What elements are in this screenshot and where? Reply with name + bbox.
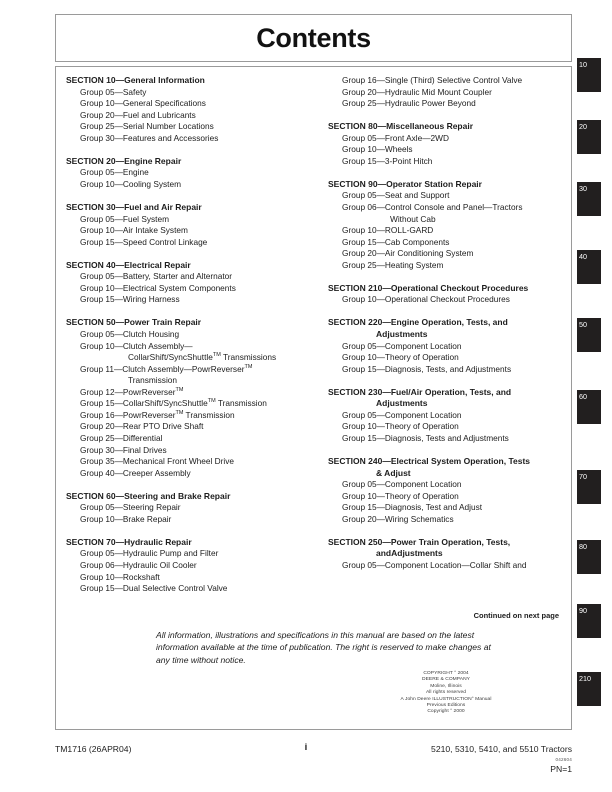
copyright-line: Copyright ° 2000 (427, 709, 465, 715)
toc-section-heading[interactable]: SECTION 60—Steering and Brake Repair (66, 490, 231, 501)
copyright-line: DEERE & COMPANY (422, 677, 470, 683)
footer-page-label: i (304, 742, 308, 753)
toc-left-column (66, 75, 306, 595)
toc-right-column (328, 75, 568, 572)
toc-group-item[interactable]: Group 05—Component Location (342, 340, 462, 351)
toc-group-item[interactable]: Group 15—Diagnosis, Tests and Adjustments (342, 432, 509, 443)
section-tab-10[interactable]: 10 (577, 58, 601, 92)
contents-body-box (55, 66, 572, 730)
toc-group-item[interactable]: Group 15—Cab Components (342, 236, 450, 247)
toc-group-item[interactable]: Group 05—Component Location—Collar Shift and (342, 559, 527, 570)
toc-group-item[interactable]: Group 10—General Specifications (80, 98, 206, 109)
toc-group-item[interactable]: Group 15—3-Point Hitch (342, 155, 433, 166)
toc-group-item[interactable]: Group 05—Engine (80, 167, 149, 178)
toc-group-item[interactable]: Group 10—Rockshaft (80, 571, 160, 582)
footer-date-code: 042604 (555, 757, 572, 762)
toc-spacer (328, 167, 568, 179)
toc-group-item[interactable]: Group 16—Single (Third) Selective Control Valve (342, 75, 523, 85)
footer-model-list: 5210, 5310, 5410, and 5510 Tractors (431, 744, 572, 754)
toc-group-item[interactable]: Group 05—Fuel System (80, 213, 169, 224)
toc-spacer (328, 110, 568, 122)
toc-section-heading[interactable]: SECTION 20—Engine Repair (66, 155, 182, 166)
toc-group-item[interactable]: Group 05—Steering Repair (80, 502, 181, 513)
section-tab-60[interactable]: 60 (577, 390, 601, 424)
toc-spacer (328, 375, 568, 387)
toc-section-heading[interactable]: SECTION 50—Power Train Repair (66, 317, 202, 328)
toc-group-item[interactable]: Group 10—Cooling System (80, 178, 181, 189)
toc-group-item[interactable]: Group 10—ROLL-GARD (342, 225, 434, 236)
toc-group-item[interactable]: Group 10—Theory of Operation (342, 490, 459, 501)
toc-section-heading[interactable]: SECTION 240—Electrical System Operation, Tests (328, 456, 531, 467)
toc-section-heading[interactable]: SECTION 210—Operational Checkout Procedures (328, 282, 529, 293)
copyright-line: Previous Editions (426, 703, 466, 709)
toc-group-item[interactable]: Group 10—Brake Repair (80, 513, 172, 524)
toc-group-item[interactable]: Group 10—Theory of Operation (342, 352, 459, 363)
toc-spacer (66, 479, 306, 491)
toc-section-heading[interactable]: Adjustments (376, 398, 428, 409)
toc-group-item[interactable]: Group 15—Dual Selective Control Valve (80, 583, 228, 594)
toc-section-heading[interactable]: SECTION 10—General Information (66, 75, 205, 85)
toc-group-item[interactable]: Group 05—Component Location (342, 409, 462, 420)
toc-group-item[interactable]: Group 10—Operational Checkout Procedures (342, 294, 510, 305)
toc-group-item[interactable]: Group 10—Theory of Operation (342, 421, 459, 432)
toc-spacer (66, 144, 306, 156)
section-tab-70[interactable]: 70 (577, 470, 601, 504)
toc-group-item[interactable]: Group 12—PowrReverser™ (80, 386, 184, 397)
toc-section-heading[interactable]: SECTION 250—Power Train Operation, Tests, (328, 536, 511, 547)
toc-group-item[interactable]: Group 06—Hydraulic Oil Cooler (80, 559, 197, 570)
toc-group-item[interactable]: Group 10—Air Intake System (80, 225, 188, 236)
page-title: Contents (256, 23, 371, 53)
toc-group-continuation[interactable]: Without Cab (390, 213, 436, 224)
copyright-line: COPYRIGHT ° 2004 (423, 671, 469, 676)
toc-group-item[interactable]: Group 30—Final Drives (80, 444, 167, 455)
toc-group-item[interactable]: Group 30—Features and Accessories (80, 132, 219, 143)
copyright-block (331, 671, 561, 716)
toc-spacer (328, 525, 568, 537)
toc-group-item[interactable]: Group 10—Electrical System Components (80, 282, 236, 293)
toc-section-heading[interactable]: SECTION 80—Miscellaneous Repair (328, 121, 474, 132)
section-tab-40[interactable]: 40 (577, 250, 601, 284)
toc-group-item[interactable]: Group 15—Speed Control Linkage (80, 236, 208, 247)
disclaimer-text: All information, illustrations and specifications in this manual are based on the latest information available at the time of publication. The right is reserved to make changes at any time without notice. (156, 630, 491, 665)
toc-group-item[interactable]: Group 40—Creeper Assembly (80, 467, 191, 478)
title-box (55, 14, 572, 62)
copyright-line: All rights reserved (425, 690, 467, 696)
toc-group-item[interactable]: Group 05—Hydraulic Pump and Filter (80, 548, 219, 559)
toc-group-item[interactable]: Group 15—Diagnosis, Test and Adjust (342, 502, 483, 513)
toc-group-item[interactable]: Group 15—CollarShift/SyncShuttle™ Transmission (80, 398, 267, 409)
toc-group-item[interactable]: Group 16—PowrReverser™ Transmission (80, 409, 235, 420)
toc-group-item[interactable]: Group 06—Control Console and Panel—Tractors (342, 202, 523, 213)
toc-group-item[interactable]: Group 20—Wiring Schematics (342, 513, 454, 524)
toc-group-continuation[interactable]: CollarShift/SyncShuttle™ Transmissions (128, 352, 277, 363)
toc-section-heading[interactable]: andAdjustments (376, 548, 443, 559)
toc-spacer (328, 306, 568, 318)
toc-spacer (66, 525, 306, 537)
section-tab-210[interactable]: 210 (577, 672, 601, 706)
toc-group-item[interactable]: Group 35—Mechanical Front Wheel Drive (80, 456, 235, 467)
section-tab-50[interactable]: 50 (577, 318, 601, 352)
toc-group-item[interactable]: Group 05—Safety (80, 86, 147, 97)
toc-group-item[interactable]: Group 25—Serial Number Locations (80, 121, 214, 132)
toc-group-item[interactable]: Group 15—Diagnosis, Tests, and Adjustments (342, 363, 512, 374)
toc-group-item[interactable]: Group 11—Clutch Assembly—PowrReverser™ (80, 363, 253, 374)
toc-group-continuation[interactable]: Transmission (128, 375, 178, 386)
toc-group-item[interactable]: Group 25—Differential (80, 432, 163, 443)
toc-section-heading[interactable]: SECTION 40—Electrical Repair (66, 259, 191, 270)
copyright-line: Moline, Illinois (430, 683, 462, 689)
toc-group-item[interactable]: Group 25—Heating System (342, 259, 444, 270)
toc-section-heading[interactable]: SECTION 220—Engine Operation, Tests, and (328, 317, 508, 328)
toc-group-item[interactable]: Group 05—Battery, Starter and Alternator (80, 271, 233, 282)
section-tab-80[interactable]: 80 (577, 540, 601, 574)
toc-group-item[interactable]: Group 10—Wheels (342, 144, 413, 155)
toc-spacer (66, 306, 306, 318)
copyright-line: A John Deere ILLUSTRUCTION° Manual (400, 696, 492, 702)
toc-section-heading[interactable]: Adjustments (376, 329, 428, 340)
toc-section-heading[interactable]: SECTION 90—Operator Station Repair (328, 178, 482, 189)
toc-spacer (66, 190, 306, 202)
toc-section-heading[interactable]: & Adjust (376, 467, 411, 478)
toc-group-item[interactable]: Group 20—Fuel and Lubricants (80, 109, 196, 120)
continued-note: Continued on next page (473, 611, 559, 620)
toc-section-heading[interactable]: SECTION 230—Fuel/Air Operation, Tests, and (328, 386, 512, 397)
toc-group-item[interactable]: Group 05—Clutch Housing (80, 329, 180, 340)
toc-group-item[interactable]: Group 20—Hydraulic Mid Mount Coupler (342, 86, 492, 97)
toc-spacer (328, 445, 568, 457)
toc-group-item[interactable]: Group 20—Rear PTO Drive Shaft (80, 421, 204, 432)
toc-group-item[interactable]: Group 05—Front Axle—2WD (342, 132, 449, 143)
footer-manual-id: TM1716 (26APR04) (55, 744, 132, 754)
toc-group-item[interactable]: Group 15—Wiring Harness (80, 294, 180, 305)
toc-group-item[interactable]: Group 20—Air Conditioning System (342, 248, 474, 259)
section-tab-20[interactable]: 20 (577, 120, 601, 154)
section-tab-30[interactable]: 30 (577, 182, 601, 216)
toc-section-heading[interactable]: SECTION 70—Hydraulic Repair (66, 536, 192, 547)
toc-group-item[interactable]: Group 25—Hydraulic Power Beyond (342, 98, 476, 109)
toc-spacer (66, 248, 306, 260)
toc-section-heading[interactable]: SECTION 30—Fuel and Air Repair (66, 202, 202, 213)
footer-pn: PN=1 (550, 764, 572, 774)
toc-group-item[interactable]: Group 05—Component Location (342, 479, 462, 490)
section-tab-90[interactable]: 90 (577, 604, 601, 638)
toc-group-item[interactable]: Group 10—Clutch Assembly— (80, 340, 193, 351)
toc-spacer (328, 271, 568, 283)
toc-group-item[interactable]: Group 05—Seat and Support (342, 190, 450, 201)
